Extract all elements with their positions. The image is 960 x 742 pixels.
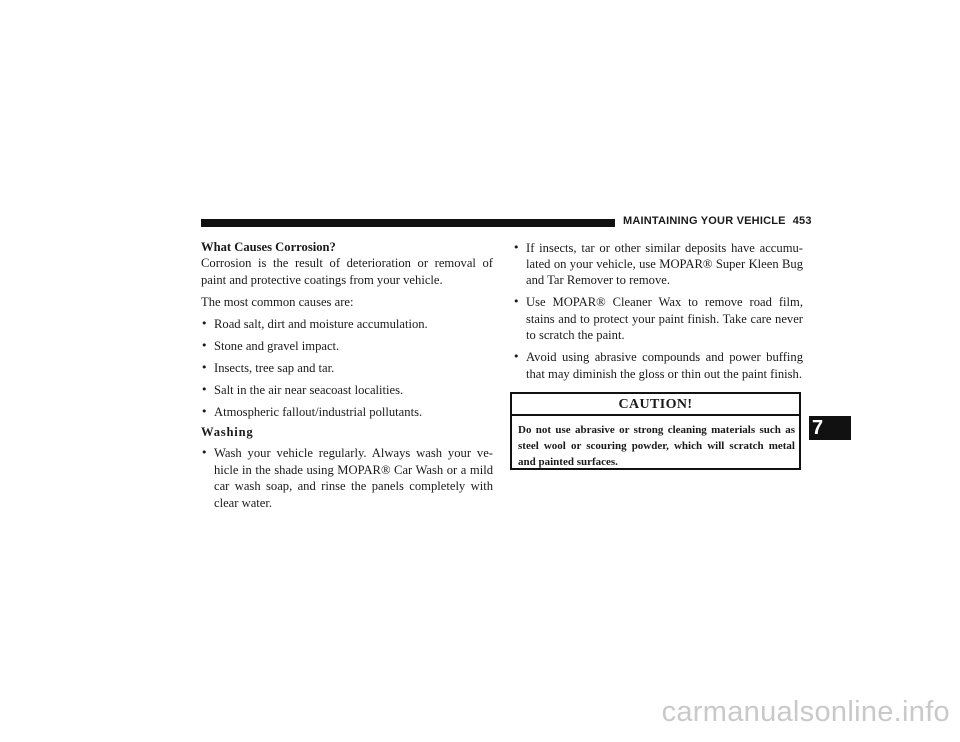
caution-box bbox=[510, 392, 801, 470]
bullet-icon: • bbox=[201, 404, 208, 418]
chapter-tab: 7 bbox=[809, 416, 851, 440]
header-rule bbox=[201, 219, 615, 227]
causes-lead: The most common causes are: bbox=[201, 295, 354, 310]
washing-list bbox=[201, 445, 493, 511]
list-item: • Wash your vehicle regularly. Always wash your ve-hicle in the shade using MOPAR® Car Wash or a mild car wash soap, and rinse the panels completely with clear water. bbox=[201, 446, 493, 510]
list-item: • Salt in the air near seacoast localities. bbox=[201, 382, 404, 397]
bullet-icon: • bbox=[201, 338, 208, 352]
bullet-icon: • bbox=[201, 382, 208, 396]
list-item: • Use MOPAR® Cleaner Wax to remove road film, stains and to protect your paint finish. Take care never to scratch the paint. bbox=[513, 295, 803, 343]
bullet-icon: • bbox=[513, 240, 520, 254]
list-item: • Atmospheric fallout/industrial pollutants. bbox=[201, 404, 423, 419]
list-item: • Stone and gravel impact. bbox=[201, 338, 340, 353]
caution-text: Do not use abrasive or strong cleaning materials such as steel wool or scouring powder, which will scratch metal and painted surfaces. bbox=[518, 424, 795, 468]
bullet-icon: • bbox=[201, 316, 208, 330]
list-item: • If insects, tar or other similar deposits have accumu-lated on your vehicle, use MOPAR® Super Kleen Bug and Tar Remover to remove. bbox=[513, 240, 803, 288]
bullet-icon: • bbox=[513, 295, 520, 309]
running-header bbox=[623, 215, 813, 227]
corrosion-intro: Corrosion is the result of deterioration or removal of paint and protective coatings from your vehicle. bbox=[201, 256, 493, 287]
left-column bbox=[201, 239, 493, 511]
caution-title: CAUTION! bbox=[512, 394, 799, 416]
bullet-icon: • bbox=[513, 350, 520, 364]
causes-list bbox=[201, 316, 493, 420]
corrosion-heading: What Causes Corrosion? bbox=[201, 240, 336, 254]
right-column bbox=[513, 239, 803, 382]
washing-heading: Washing bbox=[201, 425, 254, 440]
list-item: • Insects, tree sap and tar. bbox=[201, 360, 335, 375]
watermark: carmanualsonline.info bbox=[661, 696, 950, 728]
page-number: 453 bbox=[792, 215, 812, 227]
section-title: MAINTAINING YOUR VEHICLE bbox=[623, 215, 786, 227]
care-list bbox=[513, 240, 803, 382]
bullet-icon: • bbox=[201, 360, 208, 374]
bullet-icon: • bbox=[201, 446, 208, 460]
list-item: • Avoid using abrasive compounds and power buffing that may diminish the gloss or thin out the paint finish. bbox=[513, 350, 803, 381]
list-item: • Road salt, dirt and moisture accumulation. bbox=[201, 316, 428, 331]
